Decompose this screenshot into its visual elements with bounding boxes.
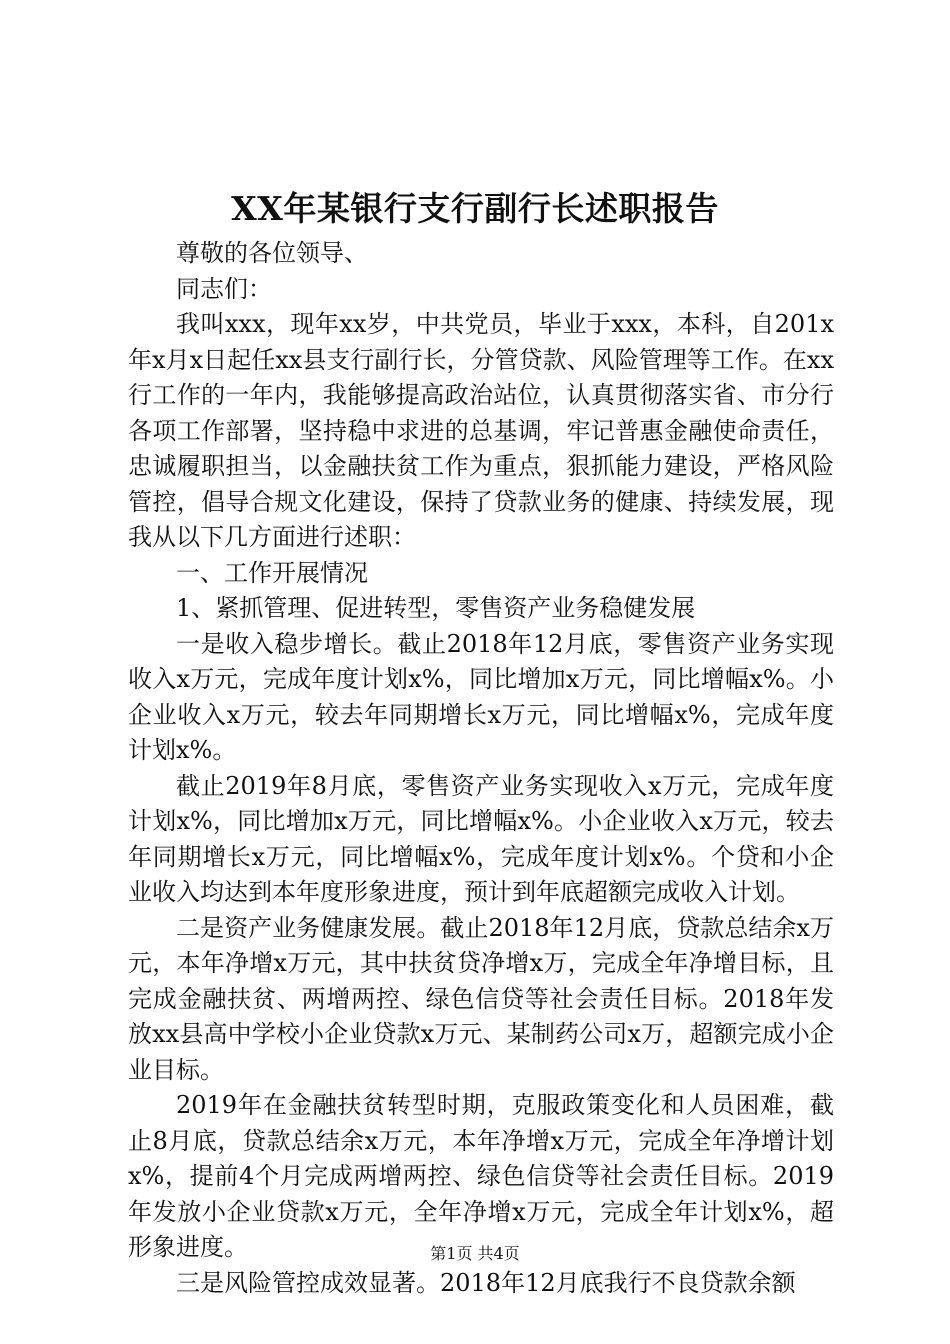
paragraph-income-2019: 截止2019年8月底，零售资产业务实现收入x万元，完成年度计划x%，同比增加x万元，同比增幅x%。小企业收入x万元，较去年同期增长x万元，同比增幅x%，完成年度计划x%。个贷和小企业收入均达到本年度形象进度，预计到年底超额完成收入计划。	[128, 771, 834, 906]
paragraph-assets-2019: 2019年在金融扶贫转型时期，克服政策变化和人员困难，截止8月底，贷款总结余x万元，本年净增x万元，完成全年净增计划x%，提前4个月完成两增两控、绿色信贷等社会责任目标。2019年发放小企业贷款x万元，全年净增x万元，完成全年计划x%，超形象进度。	[128, 1091, 834, 1261]
document-body	[128, 236, 834, 1301]
salutation-line-1: 尊敬的各位领导、	[176, 239, 368, 267]
section-heading-1: 一、工作开展情况	[176, 558, 368, 587]
paragraph-income-2018: 一是收入稳步增长。截止2018年12月底，零售资产业务实现收入x万元，完成年度计划x%，同比增加x万元，同比增幅x%。小企业收入x万元，较去年同期增长x万元，同比增幅x%，完成年度计划x%。	[128, 629, 834, 764]
intro-paragraph: 我叫xxx，现年xx岁，中共党员，毕业于xxx，本科，自201x年x月x日起任xx县支行副行长，分管贷款、风险管理等工作。在xx行工作的一年内，我能够提高政治站位，认真贯彻落实省、市分行各项工作部署，坚持稳中求进的总基调，牢记普惠金融使命责任，忠诚履职担当，以金融扶贫工作为重点，狠抓能力建设，严格风险管控，倡导合规文化建设，保持了贷款业务的健康、持续发展，现我从以下几方面进行述职：	[128, 310, 834, 551]
document-title: XX年某银行支行副行长述职报告	[231, 189, 719, 228]
page-number-footer: 第1页 共4页	[430, 1244, 520, 1263]
paragraph-risk-control: 三是风险管控成效显著。2018年12月底我行不良贷款余额	[176, 1268, 796, 1297]
subsection-heading-1: 1、紧抓管理、促进转型，零售资产业务稳健发展	[176, 594, 696, 622]
salutation-line-2: 同志们：	[176, 274, 272, 303]
paragraph-assets-2018: 二是资产业务健康发展。截止2018年12月底，贷款总结余x万元，本年净增x万元，其中扶贫贷净增x万，完成全年净增目标，且完成金融扶贫、两增两控、绿色信贷等社会责任目标。2018年发放xx县高中学校小企业贷款x万元、某制药公司x万，超额完成小企业目标。	[128, 913, 834, 1084]
